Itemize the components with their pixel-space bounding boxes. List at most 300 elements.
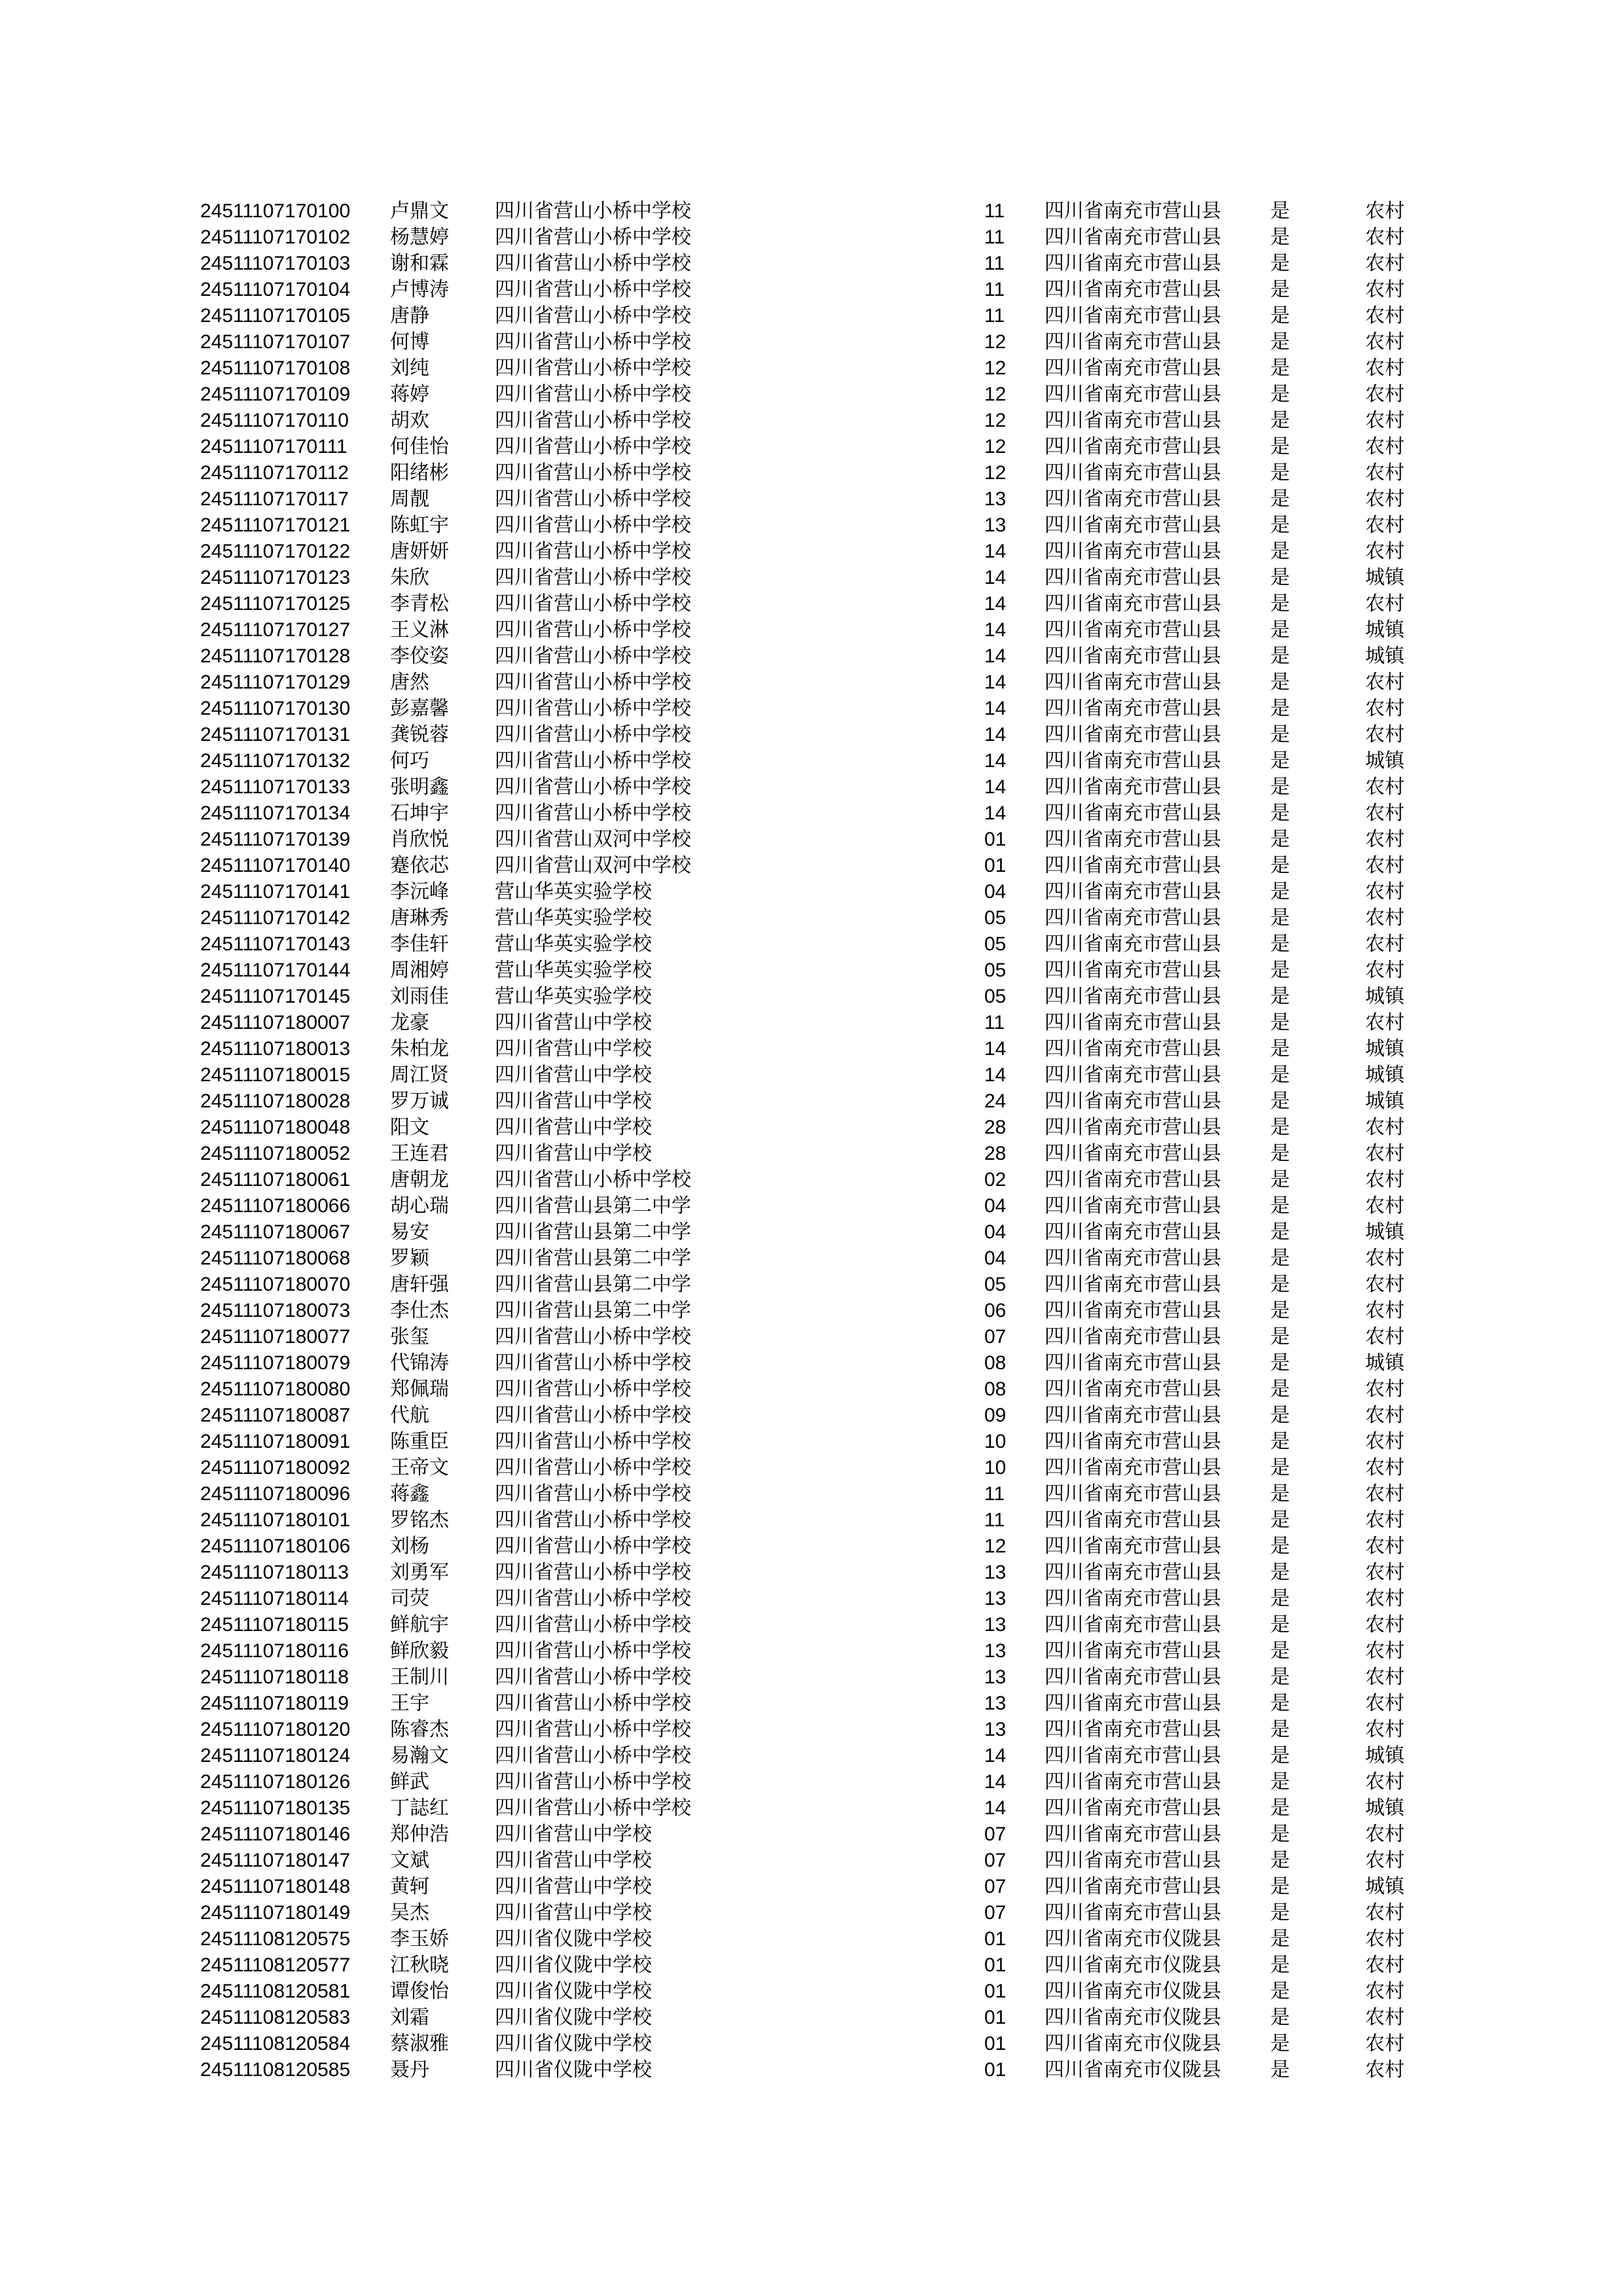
- class-number: 08: [984, 1352, 1007, 1374]
- student-name: 聂丹: [390, 2058, 429, 2081]
- class-number: 11: [984, 1012, 1005, 1033]
- table-row: [0, 1010, 1623, 1036]
- area-type: 农村: [1365, 828, 1404, 851]
- table-row: [0, 1376, 1623, 1403]
- yes-flag: 是: [1270, 1168, 1290, 1191]
- area-type: 农村: [1365, 592, 1404, 615]
- area-type: 农村: [1365, 1168, 1404, 1191]
- record-id: 24511107170107: [200, 331, 351, 353]
- yes-flag: 是: [1270, 645, 1290, 668]
- class-number: 11: [984, 305, 1005, 327]
- record-id: 24511107170125: [200, 593, 351, 615]
- table-row: [0, 905, 1623, 931]
- student-name: 蹇依芯: [390, 854, 449, 877]
- student-name: 代锦涛: [390, 1352, 449, 1374]
- area-type: 农村: [1365, 854, 1404, 877]
- region: 四川省南充市营山县: [1044, 331, 1221, 353]
- yes-flag: 是: [1270, 1090, 1290, 1113]
- table-row: [0, 1193, 1623, 1219]
- area-type: 农村: [1365, 304, 1404, 327]
- school-name: 四川省营山小桥中学校: [495, 566, 691, 589]
- region: 四川省南充市仪陇县: [1044, 1954, 1221, 1977]
- yes-flag: 是: [1270, 1509, 1290, 1532]
- yes-flag: 是: [1270, 409, 1290, 432]
- record-id: 24511107180013: [200, 1038, 351, 1060]
- yes-flag: 是: [1270, 1299, 1290, 1322]
- class-number: 14: [984, 1038, 1007, 1060]
- table-row: [0, 277, 1623, 303]
- school-name: 四川省仪陇中学校: [495, 1928, 652, 1950]
- area-type: 城镇: [1365, 1037, 1404, 1060]
- table-row: [0, 224, 1623, 251]
- region: 四川省南充市营山县: [1044, 1116, 1221, 1139]
- school-name: 四川省营山小桥中学校: [495, 1509, 691, 1532]
- area-type: 农村: [1365, 514, 1404, 537]
- table-row: [0, 1769, 1623, 1795]
- class-number: 13: [984, 1614, 1007, 1636]
- school-name: 四川省营山县第二中学: [495, 1194, 691, 1217]
- area-type: 城镇: [1365, 645, 1404, 668]
- class-number: 14: [984, 698, 1007, 719]
- area-type: 农村: [1365, 1404, 1404, 1427]
- record-id: 24511107180147: [200, 1850, 351, 1871]
- yes-flag: 是: [1270, 357, 1290, 380]
- class-number: 14: [984, 593, 1007, 615]
- class-number: 11: [984, 1509, 1005, 1531]
- region: 四川省南充市仪陇县: [1044, 2006, 1221, 2029]
- region: 四川省南充市营山县: [1044, 1770, 1221, 1793]
- school-name: 四川省营山小桥中学校: [495, 435, 691, 458]
- yes-flag: 是: [1270, 1116, 1290, 1139]
- school-name: 营山华英实验学校: [495, 959, 652, 982]
- student-name: 鲜武: [390, 1770, 429, 1793]
- region: 四川省南充市营山县: [1044, 435, 1221, 458]
- region: 四川省南充市营山县: [1044, 1456, 1221, 1479]
- region: 四川省南充市营山县: [1044, 1640, 1221, 1662]
- region: 四川省南充市营山县: [1044, 1849, 1221, 1872]
- student-name: 蒋鑫: [390, 1482, 429, 1505]
- record-id: 24511107180028: [200, 1090, 351, 1112]
- record-id: 24511107180114: [200, 1588, 349, 1609]
- area-type: 城镇: [1365, 1797, 1404, 1820]
- area-type: 农村: [1365, 906, 1404, 929]
- school-name: 四川省营山小桥中学校: [495, 1325, 691, 1348]
- record-id: 24511107170104: [200, 279, 351, 300]
- area-type: 城镇: [1365, 1221, 1404, 1244]
- record-id: 24511107170121: [200, 514, 351, 536]
- school-name: 四川省营山小桥中学校: [495, 514, 691, 537]
- table-row: [0, 251, 1623, 277]
- class-number: 28: [984, 1143, 1007, 1164]
- record-id: 24511107180135: [200, 1797, 351, 1819]
- area-type: 城镇: [1365, 985, 1404, 1008]
- class-number: 11: [984, 200, 1005, 222]
- area-type: 农村: [1365, 2032, 1404, 2055]
- record-id: 24511107170109: [200, 384, 351, 405]
- table-row: [0, 1481, 1623, 1507]
- record-id: 24511107180007: [200, 1012, 351, 1033]
- student-name: 肖欣悦: [390, 828, 449, 851]
- table-row: [0, 670, 1623, 696]
- region: 四川省南充市营山县: [1044, 1692, 1221, 1715]
- table-row: [0, 1900, 1623, 1926]
- record-id: 24511107180113: [200, 1562, 349, 1583]
- class-number: 11: [984, 253, 1005, 274]
- student-name: 司荧: [390, 1587, 429, 1610]
- class-number: 07: [984, 1902, 1007, 1924]
- student-name: 刘霜: [390, 2006, 429, 2029]
- region: 四川省南充市营山县: [1044, 1535, 1221, 1558]
- class-number: 14: [984, 802, 1007, 824]
- class-number: 07: [984, 1876, 1007, 1897]
- school-name: 四川省营山小桥中学校: [495, 1352, 691, 1374]
- school-name: 四川省营山小桥中学校: [495, 1482, 691, 1505]
- student-name: 李仕杰: [390, 1299, 449, 1322]
- area-type: 农村: [1365, 671, 1404, 694]
- school-name: 四川省营山小桥中学校: [495, 1430, 691, 1453]
- table-row: [0, 408, 1623, 434]
- area-type: 农村: [1365, 1613, 1404, 1636]
- student-name: 朱柏龙: [390, 1037, 449, 1060]
- student-name: 鲜欣毅: [390, 1640, 449, 1662]
- region: 四川省南充市营山县: [1044, 671, 1221, 694]
- school-name: 四川省营山小桥中学校: [495, 1666, 691, 1689]
- yes-flag: 是: [1270, 2006, 1290, 2029]
- yes-flag: 是: [1270, 1142, 1290, 1165]
- student-name: 刘雨佳: [390, 985, 449, 1008]
- school-name: 四川省营山小桥中学校: [495, 1168, 691, 1191]
- yes-flag: 是: [1270, 776, 1290, 798]
- class-number: 12: [984, 331, 1007, 353]
- school-name: 营山华英实验学校: [495, 933, 652, 956]
- student-name: 何巧: [390, 749, 429, 772]
- area-type: 农村: [1365, 1456, 1404, 1479]
- record-id: 24511107180116: [200, 1640, 349, 1662]
- yes-flag: 是: [1270, 1613, 1290, 1636]
- table-row: [0, 722, 1623, 748]
- region: 四川省南充市营山县: [1044, 514, 1221, 537]
- student-name: 王制川: [390, 1666, 449, 1689]
- area-type: 农村: [1365, 461, 1404, 484]
- region: 四川省南充市营山县: [1044, 906, 1221, 929]
- school-name: 四川省营山小桥中学校: [495, 671, 691, 694]
- table-row: [0, 643, 1623, 670]
- class-number: 13: [984, 488, 1007, 510]
- region: 四川省南充市营山县: [1044, 854, 1221, 877]
- region: 四川省南充市营山县: [1044, 1325, 1221, 1348]
- table-row: [0, 565, 1623, 591]
- school-name: 四川省营山小桥中学校: [495, 1640, 691, 1662]
- area-type: 农村: [1365, 1561, 1404, 1584]
- student-name: 蔡淑雅: [390, 2032, 449, 2055]
- school-name: 营山华英实验学校: [495, 985, 652, 1008]
- student-name: 鲜航宇: [390, 1613, 449, 1636]
- area-type: 农村: [1365, 1430, 1404, 1453]
- yes-flag: 是: [1270, 1352, 1290, 1374]
- class-number: 14: [984, 1797, 1007, 1819]
- record-id: 24511107180080: [200, 1378, 351, 1400]
- school-name: 四川省营山县第二中学: [495, 1247, 691, 1270]
- table-row: [0, 382, 1623, 408]
- table-row: [0, 198, 1623, 224]
- student-name: 杨慧婷: [390, 226, 449, 249]
- class-number: 05: [984, 1274, 1007, 1295]
- school-name: 四川省营山小桥中学校: [495, 697, 691, 720]
- table-row: [0, 1507, 1623, 1534]
- region: 四川省南充市营山县: [1044, 540, 1221, 563]
- area-type: 农村: [1365, 1509, 1404, 1532]
- record-id: 24511107180092: [200, 1457, 351, 1479]
- table-row: [0, 1795, 1623, 1821]
- record-id: 24511107180068: [200, 1247, 351, 1269]
- table-row: [0, 512, 1623, 539]
- yes-flag: 是: [1270, 1404, 1290, 1427]
- class-number: 14: [984, 1064, 1007, 1086]
- record-id: 24511107180079: [200, 1352, 351, 1374]
- student-name: 刘勇军: [390, 1561, 449, 1584]
- table-row: [0, 1115, 1623, 1141]
- region: 四川省南充市营山县: [1044, 1090, 1221, 1113]
- record-id: 24511107180091: [200, 1431, 351, 1452]
- yes-flag: 是: [1270, 1378, 1290, 1401]
- school-name: 四川省营山小桥中学校: [495, 461, 691, 484]
- table-row: [0, 1586, 1623, 1612]
- area-type: 农村: [1365, 252, 1404, 275]
- area-type: 农村: [1365, 357, 1404, 380]
- region: 四川省南充市营山县: [1044, 619, 1221, 641]
- area-type: 农村: [1365, 2058, 1404, 2081]
- record-id: 24511107170103: [200, 253, 351, 274]
- record-id: 24511107180120: [200, 1719, 351, 1740]
- yes-flag: 是: [1270, 1718, 1290, 1741]
- table-row: [0, 1219, 1623, 1246]
- region: 四川省南充市营山县: [1044, 1378, 1221, 1401]
- area-type: 农村: [1365, 802, 1404, 825]
- yes-flag: 是: [1270, 566, 1290, 589]
- table-row: [0, 931, 1623, 958]
- class-number: 14: [984, 750, 1007, 772]
- yes-flag: 是: [1270, 1194, 1290, 1217]
- area-type: 城镇: [1365, 566, 1404, 589]
- student-name: 朱欣: [390, 566, 429, 589]
- yes-flag: 是: [1270, 1273, 1290, 1296]
- table-row: [0, 1298, 1623, 1324]
- class-number: 06: [984, 1300, 1007, 1321]
- area-type: 农村: [1365, 488, 1404, 511]
- record-id: 24511107170127: [200, 619, 351, 641]
- area-type: 城镇: [1365, 1090, 1404, 1113]
- area-type: 农村: [1365, 278, 1404, 301]
- table-row: [0, 1324, 1623, 1350]
- yes-flag: 是: [1270, 1247, 1290, 1270]
- table-row: [0, 2005, 1623, 2031]
- yes-flag: 是: [1270, 933, 1290, 956]
- area-type: 农村: [1365, 1325, 1404, 1348]
- student-name: 李玉娇: [390, 1928, 449, 1950]
- yes-flag: 是: [1270, 802, 1290, 825]
- class-number: 10: [984, 1457, 1007, 1479]
- region: 四川省南充市营山县: [1044, 1221, 1221, 1244]
- table-row: [0, 539, 1623, 565]
- school-name: 四川省营山小桥中学校: [495, 252, 691, 275]
- area-type: 农村: [1365, 1640, 1404, 1662]
- yes-flag: 是: [1270, 723, 1290, 746]
- student-name: 罗万诚: [390, 1090, 449, 1113]
- region: 四川省南充市营山县: [1044, 278, 1221, 301]
- student-name: 李青松: [390, 592, 449, 615]
- student-name: 陈睿杰: [390, 1718, 449, 1741]
- region: 四川省南充市营山县: [1044, 383, 1221, 406]
- record-id: 24511107170108: [200, 357, 351, 379]
- yes-flag: 是: [1270, 1456, 1290, 1479]
- record-id: 24511108120575: [200, 1928, 351, 1950]
- school-name: 四川省营山小桥中学校: [495, 802, 691, 825]
- area-type: 农村: [1365, 2006, 1404, 2029]
- table-row: [0, 1560, 1623, 1586]
- table-row: [0, 1821, 1623, 1848]
- table-row: [0, 984, 1623, 1010]
- area-type: 城镇: [1365, 1352, 1404, 1374]
- school-name: 四川省营山县第二中学: [495, 1273, 691, 1296]
- area-type: 农村: [1365, 1247, 1404, 1270]
- student-name: 吴杰: [390, 1901, 429, 1924]
- student-name: 谭俊怡: [390, 1980, 449, 2003]
- school-name: 四川省仪陇中学校: [495, 2006, 652, 2029]
- record-id: 24511108120585: [200, 2059, 351, 2081]
- yes-flag: 是: [1270, 1482, 1290, 1505]
- record-id: 24511107180087: [200, 1405, 351, 1426]
- class-number: 28: [984, 1117, 1007, 1138]
- class-number: 14: [984, 541, 1007, 562]
- student-name: 刘杨: [390, 1535, 429, 1558]
- student-name: 王连君: [390, 1142, 449, 1165]
- school-name: 四川省营山小桥中学校: [495, 749, 691, 772]
- table-row: [0, 1246, 1623, 1272]
- school-name: 四川省营山小桥中学校: [495, 383, 691, 406]
- student-name: 丁誌红: [390, 1797, 449, 1820]
- record-id: 24511107170102: [200, 226, 351, 248]
- record-id: 24511107180067: [200, 1221, 351, 1243]
- region: 四川省南充市营山县: [1044, 488, 1221, 511]
- table-row: [0, 1664, 1623, 1691]
- area-type: 农村: [1365, 409, 1404, 432]
- region: 四川省南充市营山县: [1044, 1797, 1221, 1820]
- region: 四川省南充市营山县: [1044, 357, 1221, 380]
- area-type: 农村: [1365, 383, 1404, 406]
- student-name: 代航: [390, 1404, 429, 1427]
- table-row: [0, 1952, 1623, 1979]
- school-name: 四川省营山小桥中学校: [495, 1718, 691, 1741]
- area-type: 农村: [1365, 776, 1404, 798]
- class-number: 07: [984, 1823, 1007, 1845]
- area-type: 农村: [1365, 1299, 1404, 1322]
- class-number: 12: [984, 462, 1007, 484]
- area-type: 农村: [1365, 1116, 1404, 1139]
- school-name: 四川省营山小桥中学校: [495, 619, 691, 641]
- class-number: 13: [984, 1640, 1007, 1662]
- class-number: 05: [984, 960, 1007, 981]
- region: 四川省南充市营山县: [1044, 749, 1221, 772]
- table-row: [0, 1612, 1623, 1638]
- yes-flag: 是: [1270, 1823, 1290, 1846]
- class-number: 01: [984, 829, 1007, 850]
- record-id: 24511107180146: [200, 1823, 351, 1845]
- yes-flag: 是: [1270, 488, 1290, 511]
- yes-flag: 是: [1270, 1928, 1290, 1950]
- record-id: 24511107170145: [200, 986, 351, 1007]
- region: 四川省南充市营山县: [1044, 1718, 1221, 1741]
- region: 四川省南充市营山县: [1044, 697, 1221, 720]
- region: 四川省南充市营山县: [1044, 1352, 1221, 1374]
- student-name: 周江贤: [390, 1064, 449, 1086]
- yes-flag: 是: [1270, 1064, 1290, 1086]
- record-id: 24511107180077: [200, 1326, 351, 1348]
- table-row: [0, 1926, 1623, 1952]
- class-number: 04: [984, 1195, 1007, 1217]
- table-row: [0, 1638, 1623, 1664]
- school-name: 四川省营山小桥中学校: [495, 723, 691, 746]
- class-number: 01: [984, 2007, 1007, 2028]
- region: 四川省南充市营山县: [1044, 1404, 1221, 1427]
- region: 四川省南充市营山县: [1044, 1142, 1221, 1165]
- area-type: 农村: [1365, 1482, 1404, 1505]
- region: 四川省南充市仪陇县: [1044, 1928, 1221, 1950]
- yes-flag: 是: [1270, 1666, 1290, 1689]
- yes-flag: 是: [1270, 2058, 1290, 2081]
- school-name: 四川省营山中学校: [495, 1142, 652, 1165]
- region: 四川省南充市仪陇县: [1044, 2032, 1221, 2055]
- school-name: 四川省仪陇中学校: [495, 1954, 652, 1977]
- school-name: 四川省营山小桥中学校: [495, 1404, 691, 1427]
- class-number: 14: [984, 724, 1007, 745]
- table-row: [0, 800, 1623, 827]
- class-number: 14: [984, 619, 1007, 641]
- region: 四川省南充市营山县: [1044, 723, 1221, 746]
- yes-flag: 是: [1270, 854, 1290, 877]
- data-table: [0, 198, 1623, 2083]
- yes-flag: 是: [1270, 540, 1290, 563]
- record-id: 24511107170105: [200, 305, 351, 327]
- area-type: 农村: [1365, 880, 1404, 903]
- class-number: 08: [984, 1378, 1007, 1400]
- student-name: 郑仲浩: [390, 1823, 449, 1846]
- school-name: 四川省仪陇中学校: [495, 2058, 652, 2081]
- school-name: 四川省营山小桥中学校: [495, 278, 691, 301]
- table-row: [0, 1848, 1623, 1874]
- record-id: 24511107170132: [200, 750, 351, 772]
- school-name: 四川省营山小桥中学校: [495, 1535, 691, 1558]
- yes-flag: 是: [1270, 880, 1290, 903]
- table-row: [0, 774, 1623, 800]
- student-name: 李沅峰: [390, 880, 449, 903]
- area-type: 农村: [1365, 1692, 1404, 1715]
- student-name: 唐妍妍: [390, 540, 449, 563]
- class-number: 12: [984, 384, 1007, 405]
- table-row: [0, 303, 1623, 329]
- student-name: 阳绪彬: [390, 461, 449, 484]
- yes-flag: 是: [1270, 619, 1290, 641]
- school-name: 四川省营山小桥中学校: [495, 409, 691, 432]
- student-name: 周湘婷: [390, 959, 449, 982]
- yes-flag: 是: [1270, 1561, 1290, 1584]
- class-number: 10: [984, 1431, 1007, 1452]
- record-id: 24511107180106: [200, 1535, 351, 1557]
- student-name: 唐朝龙: [390, 1168, 449, 1191]
- yes-flag: 是: [1270, 1221, 1290, 1244]
- yes-flag: 是: [1270, 1849, 1290, 1872]
- area-type: 城镇: [1365, 1064, 1404, 1086]
- region: 四川省南充市营山县: [1044, 1011, 1221, 1034]
